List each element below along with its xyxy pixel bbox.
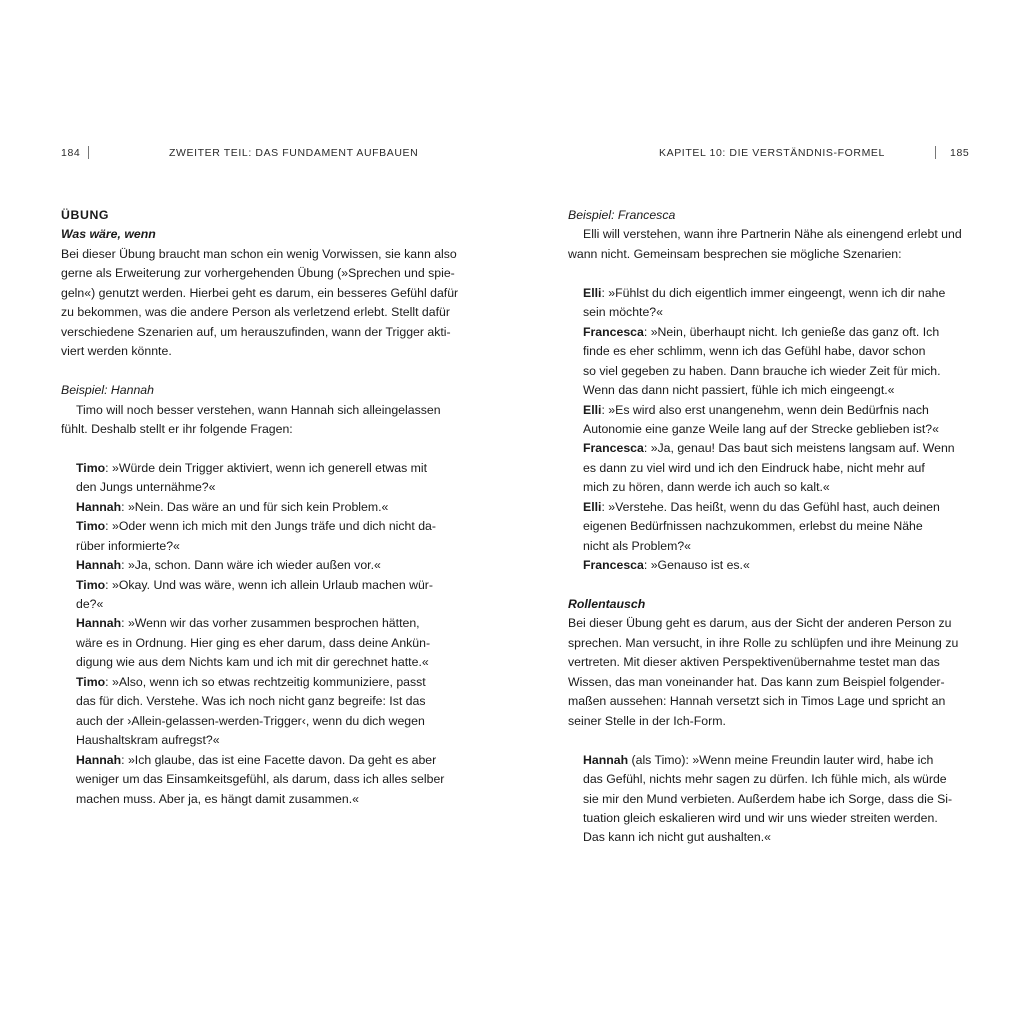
dialogue-line: Autonomie eine ganze Weile lang auf der Strecke geblieben ist?«	[583, 421, 939, 436]
text-line: maßen aussehen: Hannah versetzt sich in Timos Lage und spricht an	[568, 694, 946, 709]
dialogue-line: eigenen Bedürfnissen nachzukommen, erlebst du meine Nähe	[583, 519, 923, 534]
left-page-column	[61, 206, 461, 809]
speaker-name: Timo	[76, 460, 106, 475]
speaker-name: Francesca	[583, 441, 644, 456]
text-line: seiner Stelle in der Ich-Form.	[568, 713, 726, 728]
dialogue-line: Timo: »Okay. Und was wäre, wenn ich allein Urlaub machen wür-	[76, 577, 433, 592]
text-line: zu bekommen, was die andere Person als verletzend erlebt. Stellt dafür	[61, 305, 450, 320]
dialogue-line: das Gefühl, nichts mehr sagen zu dürfen. Ich fühle mich, als würde	[583, 772, 947, 787]
dialogue-line: Elli: »Fühlst du dich eigentlich immer eingeengt, wenn ich dir nahe	[583, 285, 946, 300]
intro-paragraph	[61, 245, 461, 362]
dialogue-line: sein möchte?«	[583, 305, 663, 320]
dialogue-line: wäre es in Ordnung. Hier ging es eher darum, dass deine Ankün-	[76, 635, 431, 650]
dialogue-line: Timo: »Oder wenn ich mich mit den Jungs träfe und dich nicht da-	[76, 519, 436, 534]
dialogue-line: mich zu hören, dann werde ich auch so kalt.«	[583, 480, 830, 495]
running-head-left: ZWEITER TEIL: DAS FUNDAMENT AUFBAUEN	[169, 147, 419, 159]
dialogue-line: sie mir den Mund verbieten. Außerdem habe ich Sorge, dass die Si-	[583, 791, 953, 806]
dialogue-line: den Jungs unternähme?«	[76, 480, 216, 495]
speaker-name: Hannah	[76, 558, 122, 573]
dialogue-line: Haushaltskram aufregst?«	[76, 733, 220, 748]
dialogue-block	[61, 459, 461, 809]
example-label: Beispiel: Hannah	[61, 383, 154, 398]
dialogue-line: Elli: »Es wird also erst unangenehm, wenn dein Bedürfnis nach	[583, 402, 929, 417]
speaker-name: Elli	[583, 285, 602, 300]
page-number-right: 185	[950, 147, 970, 159]
dialogue-line: auch der ›Allein-gelassen-werden-Trigger‹, wenn du dich wegen	[76, 713, 425, 728]
speaker-name: Francesca	[583, 558, 644, 573]
speaker-name: Hannah	[76, 499, 122, 514]
section-label: ÜBUNG	[61, 208, 110, 222]
dialogue-line: Timo: »Würde dein Trigger aktiviert, wenn ich generell etwas mit	[76, 460, 428, 475]
speaker-name: Timo	[76, 674, 106, 689]
text-line: verschiedene Szenarien auf, um herauszufinden, wann der Trigger akti-	[61, 324, 451, 339]
dialogue-line: Wenn das dann nicht passiert, fühle ich mich eingeengt.«	[583, 383, 895, 398]
text-line: Bei dieser Übung braucht man schon ein wenig Vorwissen, sie kann also	[61, 246, 457, 261]
text-line: Elli will verstehen, wann ihre Partnerin Nähe als einengend erlebt und	[583, 227, 962, 242]
running-head-right: KAPITEL 10: DIE VERSTÄNDNIS-FORMEL	[659, 147, 885, 159]
dialogue-line: es dann zu viel wird und ich den Eindruck habe, nicht mehr auf	[583, 460, 925, 475]
exercise-title: Was wäre, wenn	[61, 227, 156, 242]
speaker-name: Timo	[76, 519, 106, 534]
header-divider-right	[935, 146, 936, 159]
dialogue-line: Elli: »Verstehe. Das heißt, wenn du das Gefühl hast, auch deinen	[583, 499, 940, 514]
dialogue-line: weniger um das Einsamkeitsgefühl, als darum, dass ich alles selber	[76, 772, 445, 787]
text-line: vertreten. Mit dieser aktiven Perspektivenübernahme testet man das	[568, 655, 940, 670]
dialogue-block	[568, 751, 968, 848]
text-line: geln«) genutzt werden. Hierbei geht es darum, ein besseres Gefühl dafür	[61, 285, 459, 300]
dialogue-line: digung wie aus dem Nichts kam und ich mit dir gerechnet hatte.«	[76, 655, 429, 670]
text-line: wann nicht. Gemeinsam besprechen sie mögliche Szenarien:	[568, 246, 902, 261]
dialogue-line: Hannah: »Ja, schon. Dann wäre ich wieder außen vor.«	[76, 558, 381, 573]
dialogue-line: Francesca: »Nein, überhaupt nicht. Ich genieße das ganz oft. Ich	[583, 324, 940, 339]
speaker-name: Hannah	[583, 752, 629, 767]
speaker-name: Hannah	[76, 752, 122, 767]
text-line: viert werden könnte.	[61, 344, 172, 359]
dialogue-line: so viel gegeben zu haben. Dann brauche ich wieder Zeit für mich.	[583, 363, 941, 378]
dialogue-line: Francesca: »Ja, genau! Das baut sich meistens langsam auf. Wenn	[583, 441, 955, 456]
dialogue-line: das für dich. Verstehe. Was ich noch nicht ganz begreife: Ist das	[76, 694, 426, 709]
dialogue-line: tuation gleich eskalieren wird und wir uns wieder streiten werden.	[583, 811, 938, 825]
dialogue-line: machen muss. Aber ja, es hängt damit zusammen.«	[76, 791, 359, 806]
example-label: Beispiel: Francesca	[568, 208, 676, 222]
text-line: sprechen. Man versucht, in ihre Rolle zu schlüpfen und ihre Meinung zu	[568, 635, 959, 650]
text-line: Bei dieser Übung geht es darum, aus der Sicht der anderen Person zu	[568, 616, 952, 631]
dialogue-line: rüber informierte?«	[76, 538, 180, 553]
speaker-name: Hannah	[76, 616, 122, 631]
exercise-title: Rollentausch	[568, 597, 646, 612]
speaker-name: Timo	[76, 577, 106, 592]
dialogue-line: Francesca: »Genauso ist es.«	[583, 558, 750, 573]
speaker-name: Francesca	[583, 324, 644, 339]
text-line: fühlt. Deshalb stellt er ihr folgende Fragen:	[61, 421, 293, 436]
page-number-left: 184	[61, 147, 81, 159]
dialogue-block	[568, 284, 968, 576]
speaker-name: Elli	[583, 499, 602, 514]
dialogue-line: nicht als Problem?«	[583, 538, 691, 553]
dialogue-line: Hannah: »Nein. Das wäre an und für sich kein Problem.«	[76, 499, 389, 514]
body-paragraph	[568, 614, 968, 731]
speaker-name: Elli	[583, 402, 602, 417]
text-line: gerne als Erweiterung zur vorhergehenden Übung (»Sprechen und spie-	[61, 266, 455, 281]
dialogue-line: Das kann ich nicht gut aushalten.«	[583, 830, 771, 845]
dialogue-line: Hannah: »Ich glaube, das ist eine Facette davon. Da geht es aber	[76, 752, 437, 767]
header-divider-left	[88, 146, 89, 159]
dialogue-line: Hannah (als Timo): »Wenn meine Freundin lauter wird, habe ich	[583, 752, 934, 767]
dialogue-line: Timo: »Also, wenn ich so etwas rechtzeitig kommuniziere, passt	[76, 674, 426, 689]
right-page-column	[568, 206, 968, 848]
dialogue-line: finde es eher schlimm, wenn ich das Gefühl habe, davor schon	[583, 344, 926, 359]
text-line: Timo will noch besser verstehen, wann Hannah sich alleingelassen	[76, 402, 441, 417]
dialogue-line: de?«	[76, 597, 104, 612]
dialogue-line: Hannah: »Wenn wir das vorher zusammen besprochen hätten,	[76, 616, 420, 631]
text-line: Wissen, das man voneinander hat. Das kann zum Beispiel folgender-	[568, 674, 945, 689]
